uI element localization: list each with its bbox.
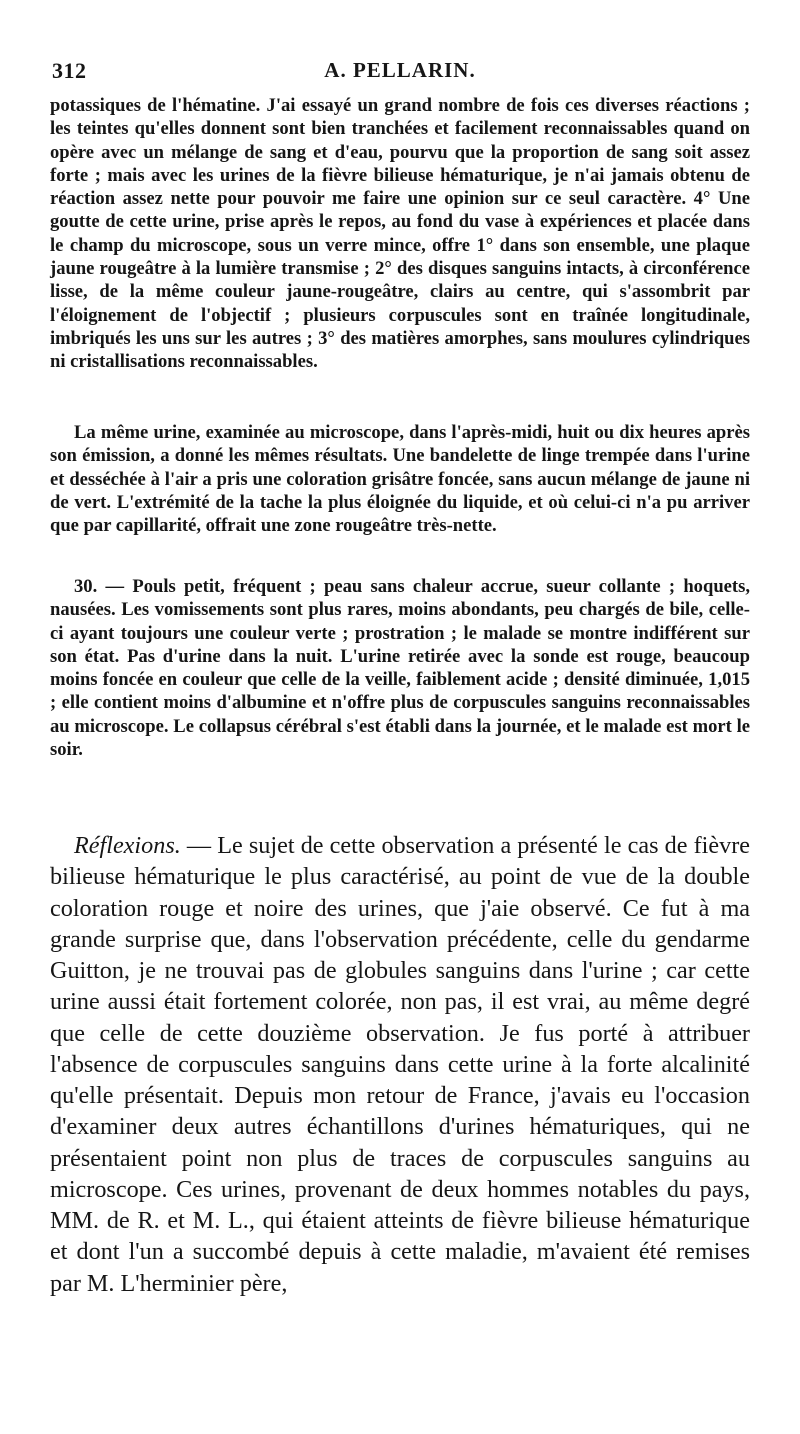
paragraph-afternoon-exam: La même urine, examinée au microscope, dans l'après-midi, huit ou dix heures après son émission, a donné les mêmes résultats. Une bandelette de linge trempée dans l'urine et desséchée à l'air a pris une coloration grisâtre foncée, sans aucun mélange de jaune ni de vert. L'extrémité de la tache la plus éloignée du liquide, et où celui-ci n'a pu arriver que par capillarité, offrait une zone rougeâtre très-nette. bbox=[50, 422, 750, 537]
page-header bbox=[50, 58, 750, 86]
paragraph-hematine-reactions: potassiques de l'hématine. J'ai essayé un grand nombre de fois ces diverses réactions ; les teintes qu'elles donnent sont bien tranchées et facilement reconnaissables quand on opère avec un mélange de sang et d'eau, pourvu que la proportion de sang soit assez forte ; mais avec les urines de la fièvre bilieuse hématurique, je n'ai jamais obtenu de réaction assez nette pour pouvoir me faire une opinion sur ce seul caractère. 4° Une goutte de cette urine, prise après le repos, au fond du vase à expériences et placée dans le champ du microscope, sous un verre mince, offre 1° dans son ensemble, une plaque jaune rougeâtre à la lumière transmise ; 2° des disques sanguins intacts, à circonférence lisse, de la même couleur jaune-rougeâtre, clairs au centre, qui s'assombrit par l'éloignement de l'objectif ; plusieurs corpuscules sont en traînée longitudinale, imbriqués les uns sur les autres ; 3° des matières amorphes, sans moulures cylindriques ni cristallisations reconnaissables. bbox=[50, 95, 750, 373]
running-head: A. PELLARIN. bbox=[324, 58, 476, 82]
reflexions-heading: Réflexions. bbox=[74, 832, 181, 859]
reflexions-body: — Le sujet de cette observation a présenté le cas de fièvre bilieuse hématurique le plus caractérisé, au point de vue de la double coloration rouge et noire des urines, que j'aie observé. Ce fut à ma grande surprise que, dans l'observation précédente, celle du gendarme Guitton, je ne trouvai pas de globules sanguins dans l'urine ; car cette urine aussi était fortement colorée, non pas, il est vrai, au même degré que celle de cette douzième observation. Je fus porté à attribuer l'absence de corpuscules sanguins dans cette urine à la forte alcalinité qu'elle présentait. Depuis mon retour de France, j'avais eu l'occasion d'examiner deux autres échantillons d'urines hématuriques, qui ne présentaient point non plus de traces de corpuscules sanguins au microscope. Ces urines, provenant de deux hommes notables du pays, MM. de R. et M. L., qui étaient atteints de fièvre bilieuse hématurique et dont l'un a succombé depuis à cette maladie, m'avaient été remises par M. L'herminier père, bbox=[50, 832, 750, 1297]
paragraph-reflexions bbox=[50, 830, 750, 1299]
paragraph-day-30: 30. — Pouls petit, fréquent ; peau sans chaleur accrue, sueur collante ; hoquets, nausées. Les vomissements sont plus rares, moins abondants, peu chargés de bile, celle-ci ayant toujours une couleur verte ; prostration ; le malade se montre indifférent sur son état. Pas d'urine dans la nuit. L'urine retirée avec la sonde est rouge, beaucoup moins foncée en couleur que celle de la veille, faiblement acide ; densité diminuée, 1,015 ; elle contient moins d'albumine et n'offre plus de corpuscules sanguins reconnaissables au microscope. Le collapsus cérébral s'est établi dans la journée, et le malade est mort le soir. bbox=[50, 576, 750, 761]
page-number: 312 bbox=[52, 58, 87, 83]
